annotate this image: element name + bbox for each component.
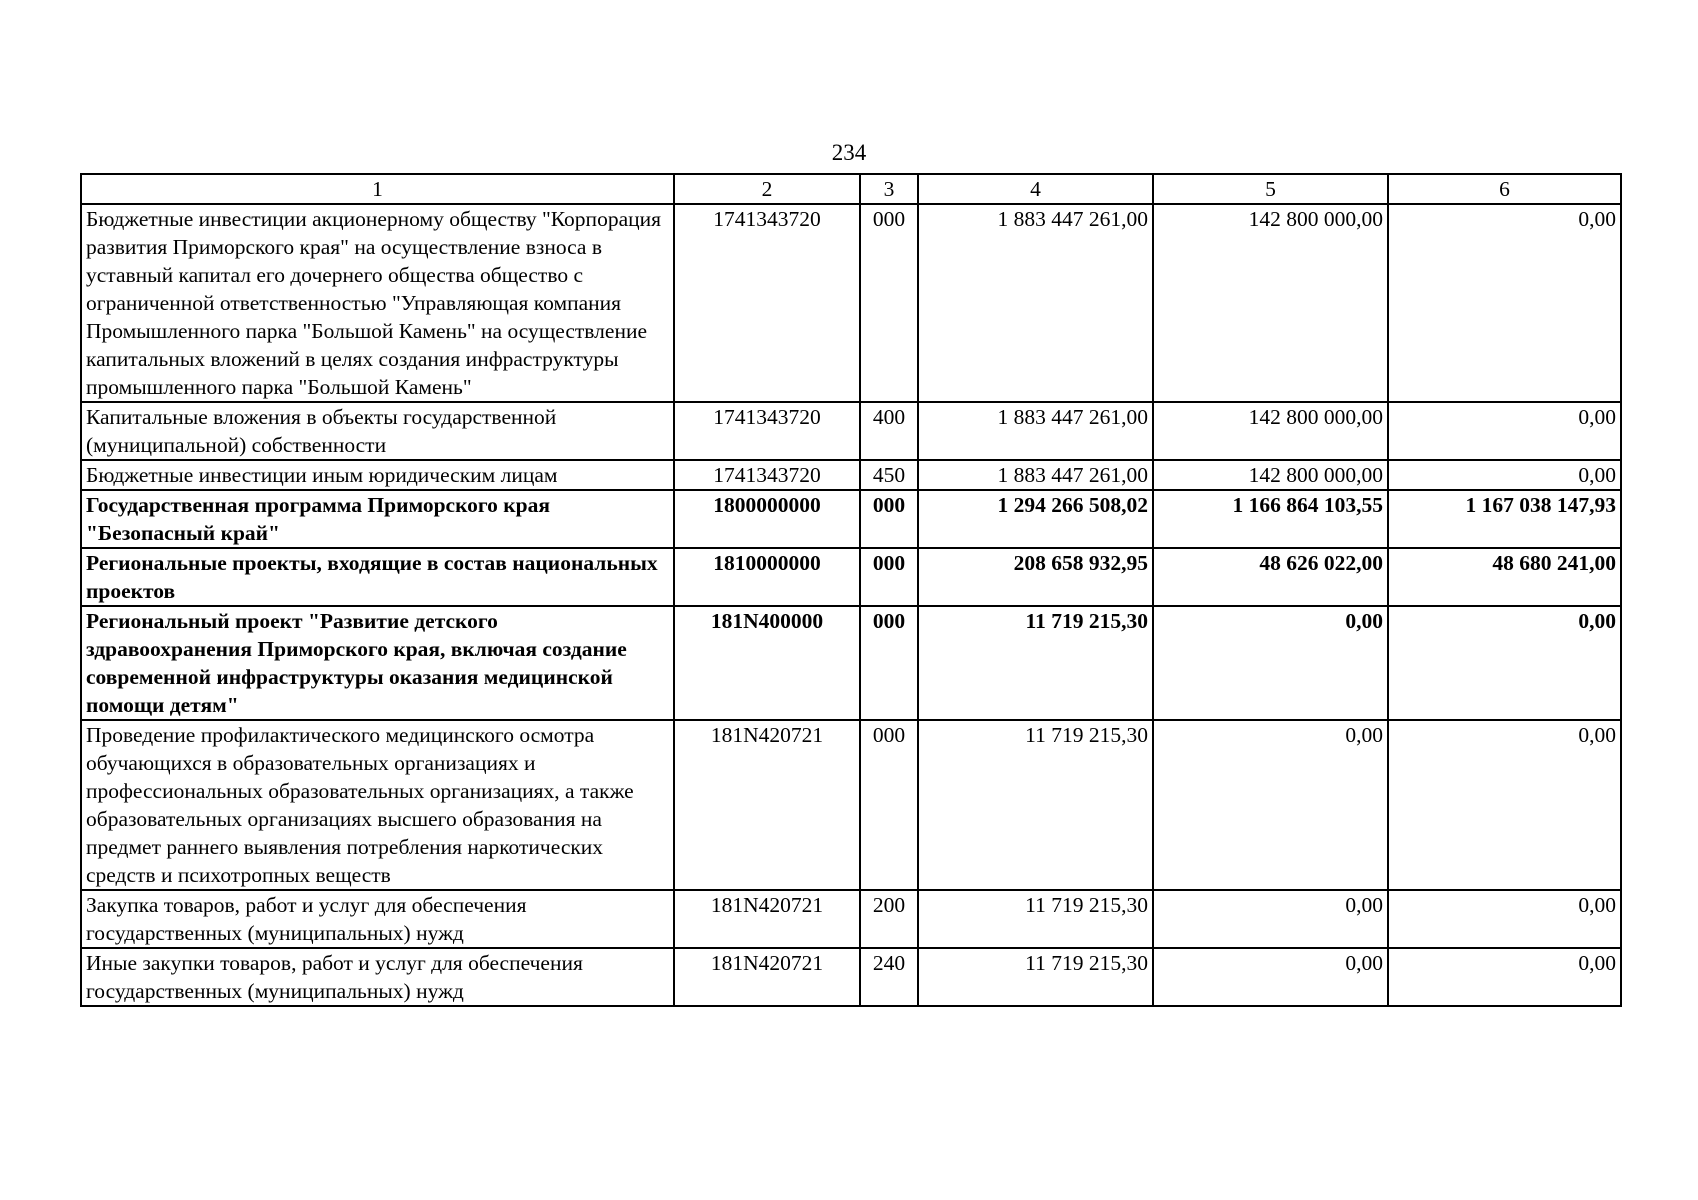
expense-type: 450 [860, 460, 918, 490]
amount-col6: 0,00 [1388, 606, 1621, 720]
amount-col4: 1 883 447 261,00 [918, 204, 1153, 402]
amount-col6: 0,00 [1388, 204, 1621, 402]
table-row [81, 890, 1621, 948]
amount-col5: 0,00 [1153, 890, 1388, 948]
item-name: Региональные проекты, входящие в состав национальных проектов [81, 548, 674, 606]
item-name: Региональный проект "Развитие детского здравоохранения Приморского края, включая создание современной инфраструктуры оказания медицинской помощи детям" [81, 606, 674, 720]
table-row [81, 204, 1621, 402]
target-code: 1741343720 [674, 402, 860, 460]
item-name: Закупка товаров, работ и услуг для обеспечения государственных (муниципальных) нужд [81, 890, 674, 948]
column-header: 2 [674, 174, 860, 204]
amount-col5: 0,00 [1153, 606, 1388, 720]
target-code: 181N400000 [674, 606, 860, 720]
expense-type: 240 [860, 948, 918, 1006]
amount-col5: 142 800 000,00 [1153, 460, 1388, 490]
amount-col4: 11 719 215,30 [918, 720, 1153, 890]
expense-type: 000 [860, 720, 918, 890]
amount-col6: 0,00 [1388, 948, 1621, 1006]
amount-col6: 1 167 038 147,93 [1388, 490, 1621, 548]
column-header: 5 [1153, 174, 1388, 204]
column-header: 3 [860, 174, 918, 204]
amount-col5: 0,00 [1153, 720, 1388, 890]
item-name: Государственная программа Приморского края "Безопасный край" [81, 490, 674, 548]
amount-col6: 48 680 241,00 [1388, 548, 1621, 606]
item-name: Капитальные вложения в объекты государственной (муниципальной) собственности [81, 402, 674, 460]
target-code: 1741343720 [674, 460, 860, 490]
table-row [81, 948, 1621, 1006]
amount-col6: 0,00 [1388, 890, 1621, 948]
expense-type: 000 [860, 204, 918, 402]
item-name: Иные закупки товаров, работ и услуг для обеспечения государственных (муниципальных) нужд [81, 948, 674, 1006]
amount-col6: 0,00 [1388, 402, 1621, 460]
amount-col4: 1 883 447 261,00 [918, 460, 1153, 490]
amount-col4: 1 883 447 261,00 [918, 402, 1153, 460]
target-code: 181N420721 [674, 720, 860, 890]
item-name: Бюджетные инвестиции акционерному обществу "Корпорация развития Приморского края" на осуществление взноса в уставный капитал его дочернего общества общество с ограниченной ответственностью "Управляющая компания Промышленного парка "Большой Камень" на осуществление капитальных вложений в целях создания инфраструктуры промышленного парка "Большой Камень" [81, 204, 674, 402]
table-row [81, 720, 1621, 890]
target-code: 1800000000 [674, 490, 860, 548]
item-name: Проведение профилактического медицинского осмотра обучающихся в образовательных организациях и профессиональных образовательных организациях, а также образовательных организациях высшего образования на предмет раннего выявления потребления наркотических средств и психотропных веществ [81, 720, 674, 890]
table-row [81, 548, 1621, 606]
page-number: 234 [831, 140, 867, 165]
item-name: Бюджетные инвестиции иным юридическим лицам [81, 460, 674, 490]
amount-col4: 11 719 215,30 [918, 890, 1153, 948]
amount-col4: 1 294 266 508,02 [918, 490, 1153, 548]
amount-col5: 0,00 [1153, 948, 1388, 1006]
target-code: 181N420721 [674, 948, 860, 1006]
amount-col6: 0,00 [1388, 720, 1621, 890]
expense-type: 000 [860, 606, 918, 720]
amount-col5: 1 166 864 103,55 [1153, 490, 1388, 548]
column-header: 4 [918, 174, 1153, 204]
header-row [81, 174, 1621, 204]
amount-col4: 208 658 932,95 [918, 548, 1153, 606]
amount-col5: 48 626 022,00 [1153, 548, 1388, 606]
expense-type: 000 [860, 490, 918, 548]
amount-col6: 0,00 [1388, 460, 1621, 490]
amount-col4: 11 719 215,30 [918, 606, 1153, 720]
table-row [81, 490, 1621, 548]
expense-type: 200 [860, 890, 918, 948]
table-row [81, 460, 1621, 490]
amount-col5: 142 800 000,00 [1153, 402, 1388, 460]
expense-type: 400 [860, 402, 918, 460]
target-code: 1741343720 [674, 204, 860, 402]
table-row [81, 606, 1621, 720]
amount-col5: 142 800 000,00 [1153, 204, 1388, 402]
target-code: 1810000000 [674, 548, 860, 606]
amount-col4: 11 719 215,30 [918, 948, 1153, 1006]
column-header: 1 [81, 174, 674, 204]
target-code: 181N420721 [674, 890, 860, 948]
budget-table [80, 173, 1622, 1007]
table-row [81, 402, 1621, 460]
column-header: 6 [1388, 174, 1621, 204]
expense-type: 000 [860, 548, 918, 606]
